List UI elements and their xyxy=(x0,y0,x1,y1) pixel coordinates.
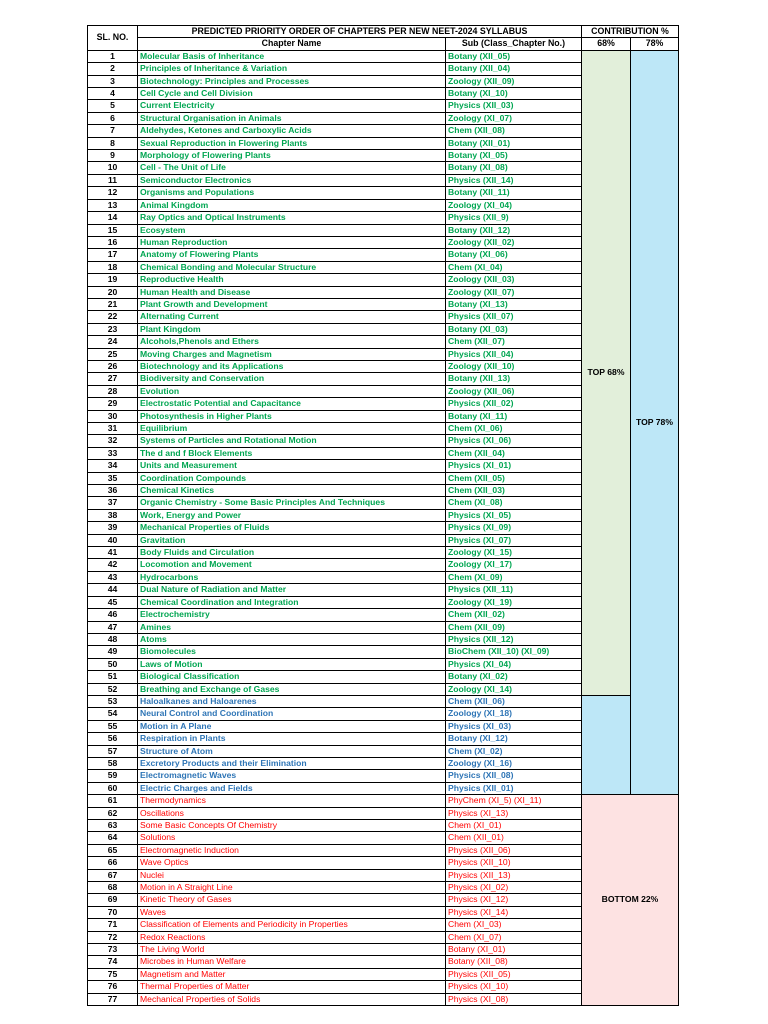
sl-no-cell: 26 xyxy=(88,360,138,372)
subject-cell: Zoology (XI_17) xyxy=(446,559,582,571)
chapter-name-cell: Amines xyxy=(138,621,446,633)
between-68-78-block xyxy=(582,695,631,794)
subject-cell: Physics (XII_07) xyxy=(446,311,582,323)
subject-cell: Zoology (XI_14) xyxy=(446,683,582,695)
chapter-name-cell: Classification of Elements and Periodicity in Properties xyxy=(138,919,446,931)
chapter-name-cell: Microbes in Human Welfare xyxy=(138,956,446,968)
sl-no-cell: 19 xyxy=(88,274,138,286)
subject-cell: Physics (XI_05) xyxy=(446,509,582,521)
chapter-name-cell: Magnetism and Matter xyxy=(138,968,446,980)
sl-no-cell: 61 xyxy=(88,795,138,807)
sl-no-cell: 37 xyxy=(88,497,138,509)
table-row xyxy=(88,695,679,707)
subject-cell: Botany (XI_01) xyxy=(446,944,582,956)
top-68-block: TOP 68% xyxy=(582,50,631,695)
sl-no-cell: 34 xyxy=(88,460,138,472)
sl-no-cell: 1 xyxy=(88,50,138,62)
subject-cell: Botany (XI_02) xyxy=(446,671,582,683)
sl-no-cell: 48 xyxy=(88,633,138,645)
sl-no-cell: 32 xyxy=(88,435,138,447)
chapter-name-cell: Respiration in Plants xyxy=(138,733,446,745)
subject-cell: Botany (XI_10) xyxy=(446,88,582,100)
sl-no-cell: 36 xyxy=(88,485,138,497)
subject-cell: Zoology (XII_02) xyxy=(446,236,582,248)
subject-cell: Botany (XI_03) xyxy=(446,323,582,335)
sl-no-cell: 4 xyxy=(88,88,138,100)
sl-no-cell: 35 xyxy=(88,472,138,484)
chapter-name-cell: Neural Control and Coordination xyxy=(138,708,446,720)
chapter-name-cell: The d and f Block Elements xyxy=(138,447,446,459)
chapter-name-cell: Structure of Atom xyxy=(138,745,446,757)
sl-no-cell: 71 xyxy=(88,919,138,931)
subject-cell: Chem (XII_02) xyxy=(446,609,582,621)
chapter-name-cell: Chemical Coordination and Integration xyxy=(138,596,446,608)
subject-cell: Chem (XII_07) xyxy=(446,336,582,348)
chapter-name-cell: Organic Chemistry - Some Basic Principles And Techniques xyxy=(138,497,446,509)
chapter-name-cell: Biodiversity and Conservation xyxy=(138,373,446,385)
chapter-name-cell: Moving Charges and Magnetism xyxy=(138,348,446,360)
pct-78-header: 78% xyxy=(631,38,679,50)
subject-cell: Physics (XII_10) xyxy=(446,857,582,869)
sl-no-cell: 14 xyxy=(88,212,138,224)
sl-no-cell: 65 xyxy=(88,844,138,856)
chapter-name-cell: Molecular Basis of Inheritance xyxy=(138,50,446,62)
chapter-name-cell: Atoms xyxy=(138,633,446,645)
chapter-name-cell: Biomolecules xyxy=(138,646,446,658)
chapter-name-cell: Equilibrium xyxy=(138,423,446,435)
subject-cell: Chem (XII_05) xyxy=(446,472,582,484)
chapter-name-header: Chapter Name xyxy=(138,38,446,50)
sl-no-cell: 76 xyxy=(88,981,138,993)
sl-no-cell: 63 xyxy=(88,820,138,832)
sl-no-cell: 17 xyxy=(88,249,138,261)
sl-no-cell: 31 xyxy=(88,423,138,435)
sl-no-cell: 67 xyxy=(88,869,138,881)
subject-cell: Botany (XI_11) xyxy=(446,410,582,422)
sl-no-cell: 42 xyxy=(88,559,138,571)
chapter-name-cell: Motion in A Straight Line xyxy=(138,882,446,894)
sl-no-cell: 57 xyxy=(88,745,138,757)
sl-no-cell: 27 xyxy=(88,373,138,385)
subject-cell: Physics (XII_14) xyxy=(446,174,582,186)
sl-no-cell: 73 xyxy=(88,944,138,956)
chapter-name-cell: Ray Optics and Optical Instruments xyxy=(138,212,446,224)
subject-cell: Zoology (XI_15) xyxy=(446,547,582,559)
sl-no-cell: 16 xyxy=(88,236,138,248)
subject-cell: Zoology (XII_09) xyxy=(446,75,582,87)
chapter-name-cell: Plant Growth and Development xyxy=(138,298,446,310)
subject-cell: Chem (XII_04) xyxy=(446,447,582,459)
sl-no-cell: 62 xyxy=(88,807,138,819)
sl-no-cell: 54 xyxy=(88,708,138,720)
subject-cell: Botany (XI_12) xyxy=(446,733,582,745)
subject-cell: Chem (XI_06) xyxy=(446,423,582,435)
chapter-name-cell: Excretory Products and their Elimination xyxy=(138,757,446,769)
table-title: PREDICTED PRIORITY ORDER OF CHAPTERS PER NEW NEET-2024 SYLLABUS xyxy=(138,26,582,38)
subject-cell: Physics (XI_09) xyxy=(446,522,582,534)
chapter-name-cell: Human Reproduction xyxy=(138,236,446,248)
chapter-name-cell: Current Electricity xyxy=(138,100,446,112)
chapter-name-cell: Alternating Current xyxy=(138,311,446,323)
sl-no-cell: 45 xyxy=(88,596,138,608)
sl-no-cell: 60 xyxy=(88,782,138,794)
sl-no-cell: 47 xyxy=(88,621,138,633)
sl-no-cell: 55 xyxy=(88,720,138,732)
chapter-name-cell: Waves xyxy=(138,906,446,918)
chapter-name-cell: Hydrocarbons xyxy=(138,571,446,583)
chapter-name-cell: Human Health and Disease xyxy=(138,286,446,298)
sl-no-cell: 41 xyxy=(88,547,138,559)
chapter-name-cell: Oscillations xyxy=(138,807,446,819)
chapter-name-cell: Electromagnetic Induction xyxy=(138,844,446,856)
subject-cell: Zoology (XI_07) xyxy=(446,112,582,124)
chapter-name-cell: Principles of Inheritance & Variation xyxy=(138,63,446,75)
subject-cell: Chem (XI_07) xyxy=(446,931,582,943)
subject-cell: Chem (XI_03) xyxy=(446,919,582,931)
sl-no-cell: 68 xyxy=(88,882,138,894)
subject-header: Sub (Class_Chapter No.) xyxy=(446,38,582,50)
subject-cell: Botany (XII_04) xyxy=(446,63,582,75)
sl-no-cell: 5 xyxy=(88,100,138,112)
chapter-name-cell: Organisms and Populations xyxy=(138,187,446,199)
subject-cell: Chem (XI_08) xyxy=(446,497,582,509)
chapter-name-cell: Thermodynamics xyxy=(138,795,446,807)
sl-no-cell: 29 xyxy=(88,398,138,410)
sl-no-cell: 2 xyxy=(88,63,138,75)
subject-cell: Botany (XI_05) xyxy=(446,150,582,162)
top-78-block: TOP 78% xyxy=(631,50,679,794)
subject-cell: Zoology (XI_04) xyxy=(446,199,582,211)
sl-no-cell: 15 xyxy=(88,224,138,236)
sl-no-cell: 50 xyxy=(88,658,138,670)
chapter-name-cell: Motion in A Plane xyxy=(138,720,446,732)
sl-no-cell: 38 xyxy=(88,509,138,521)
subject-cell: Botany (XI_08) xyxy=(446,162,582,174)
chapter-priority-table xyxy=(87,25,679,1006)
subject-cell: Physics (XI_06) xyxy=(446,435,582,447)
chapter-name-cell: Chemical Kinetics xyxy=(138,485,446,497)
subject-cell: Zoology (XI_16) xyxy=(446,757,582,769)
subject-cell: Physics (XII_06) xyxy=(446,844,582,856)
subject-cell: Physics (XII_12) xyxy=(446,633,582,645)
sl-no-cell: 9 xyxy=(88,150,138,162)
chapter-name-cell: Work, Energy and Power xyxy=(138,509,446,521)
sl-no-cell: 75 xyxy=(88,968,138,980)
chapter-name-cell: Systems of Particles and Rotational Motion xyxy=(138,435,446,447)
subject-cell: Physics (XII_11) xyxy=(446,584,582,596)
sl-no-cell: 7 xyxy=(88,125,138,137)
subject-cell: Botany (XI_06) xyxy=(446,249,582,261)
subject-cell: Physics (XII_02) xyxy=(446,398,582,410)
chapter-name-cell: Gravitation xyxy=(138,534,446,546)
subject-cell: Botany (XII_11) xyxy=(446,187,582,199)
subject-cell: Physics (XI_08) xyxy=(446,993,582,1005)
sl-no-cell: 43 xyxy=(88,571,138,583)
subject-cell: Physics (XI_04) xyxy=(446,658,582,670)
sl-no-cell: 69 xyxy=(88,894,138,906)
chapter-name-cell: Reproductive Health xyxy=(138,274,446,286)
chapter-name-cell: Thermal Properties of Matter xyxy=(138,981,446,993)
subject-cell: PhyChem (XI_5) (XI_11) xyxy=(446,795,582,807)
sl-no-cell: 59 xyxy=(88,770,138,782)
chapter-name-cell: Aldehydes, Ketones and Carboxylic Acids xyxy=(138,125,446,137)
chapter-name-cell: Redox Reactions xyxy=(138,931,446,943)
header-row-1 xyxy=(88,26,679,38)
chapter-name-cell: Animal Kingdom xyxy=(138,199,446,211)
chapter-name-cell: Evolution xyxy=(138,385,446,397)
chapter-name-cell: Cell - The Unit of Life xyxy=(138,162,446,174)
sl-no-cell: 10 xyxy=(88,162,138,174)
chapter-name-cell: Body Fluids and Circulation xyxy=(138,547,446,559)
chapter-name-cell: Solutions xyxy=(138,832,446,844)
chapter-name-cell: Biological Classification xyxy=(138,671,446,683)
subject-cell: Botany (XII_05) xyxy=(446,50,582,62)
subject-cell: Chem (XI_02) xyxy=(446,745,582,757)
chapter-name-cell: Photosynthesis in Higher Plants xyxy=(138,410,446,422)
chapter-name-cell: Locomotion and Movement xyxy=(138,559,446,571)
subject-cell: Chem (XI_01) xyxy=(446,820,582,832)
subject-cell: Physics (XII_05) xyxy=(446,968,582,980)
chapter-name-cell: Ecosystem xyxy=(138,224,446,236)
chapter-name-cell: Kinetic Theory of Gases xyxy=(138,894,446,906)
sl-no-cell: 53 xyxy=(88,695,138,707)
chapter-name-cell: Sexual Reproduction in Flowering Plants xyxy=(138,137,446,149)
chapter-name-cell: Morphology of Flowering Plants xyxy=(138,150,446,162)
sl-no-cell: 58 xyxy=(88,757,138,769)
chapter-name-cell: The Living World xyxy=(138,944,446,956)
chapter-name-cell: Mechanical Properties of Solids xyxy=(138,993,446,1005)
sl-no-cell: 13 xyxy=(88,199,138,211)
sl-no-cell: 77 xyxy=(88,993,138,1005)
chapter-name-cell: Wave Optics xyxy=(138,857,446,869)
subject-cell: Physics (XI_07) xyxy=(446,534,582,546)
subject-cell: Chem (XI_09) xyxy=(446,571,582,583)
sl-no-cell: 22 xyxy=(88,311,138,323)
subject-cell: Zoology (XI_18) xyxy=(446,708,582,720)
chapter-name-cell: Some Basic Concepts Of Chemistry xyxy=(138,820,446,832)
sl-no-cell: 8 xyxy=(88,137,138,149)
chapter-name-cell: Haloalkanes and Haloarenes xyxy=(138,695,446,707)
sl-no-cell: 39 xyxy=(88,522,138,534)
subject-cell: Chem (XI_04) xyxy=(446,261,582,273)
subject-cell: Botany (XII_08) xyxy=(446,956,582,968)
bottom-22-block: BOTTOM 22% xyxy=(582,795,679,1006)
chapter-name-cell: Electrostatic Potential and Capacitance xyxy=(138,398,446,410)
pct-68-header: 68% xyxy=(582,38,631,50)
subject-cell: Physics (XI_10) xyxy=(446,981,582,993)
subject-cell: Physics (XII_03) xyxy=(446,100,582,112)
subject-cell: Physics (XI_12) xyxy=(446,894,582,906)
chapter-name-cell: Electrochemistry xyxy=(138,609,446,621)
chapter-name-cell: Plant Kingdom xyxy=(138,323,446,335)
sl-no-cell: 18 xyxy=(88,261,138,273)
sl-no-cell: 24 xyxy=(88,336,138,348)
subject-cell: Zoology (XII_06) xyxy=(446,385,582,397)
chapter-name-cell: Anatomy of Flowering Plants xyxy=(138,249,446,261)
sl-no-cell: 51 xyxy=(88,671,138,683)
sl-no-cell: 44 xyxy=(88,584,138,596)
subject-cell: Zoology (XII_07) xyxy=(446,286,582,298)
subject-cell: Physics (XI_13) xyxy=(446,807,582,819)
sl-no-cell: 72 xyxy=(88,931,138,943)
subject-cell: Chem (XII_03) xyxy=(446,485,582,497)
subject-cell: Chem (XII_08) xyxy=(446,125,582,137)
chapter-name-cell: Coordination Compounds xyxy=(138,472,446,484)
subject-cell: Chem (XII_01) xyxy=(446,832,582,844)
chapter-name-cell: Breathing and Exchange of Gases xyxy=(138,683,446,695)
chapter-name-cell: Electromagnetic Waves xyxy=(138,770,446,782)
subject-cell: Physics (XII_01) xyxy=(446,782,582,794)
chapter-name-cell: Chemical Bonding and Molecular Structure xyxy=(138,261,446,273)
chapter-name-cell: Mechanical Properties of Fluids xyxy=(138,522,446,534)
sl-no-cell: 20 xyxy=(88,286,138,298)
sl-no-cell: 30 xyxy=(88,410,138,422)
sl-no-cell: 66 xyxy=(88,857,138,869)
sl-no-cell: 56 xyxy=(88,733,138,745)
subject-cell: Physics (XI_03) xyxy=(446,720,582,732)
subject-cell: Zoology (XI_19) xyxy=(446,596,582,608)
chapter-name-cell: Biotechnology: Principles and Processes xyxy=(138,75,446,87)
sl-no-cell: 6 xyxy=(88,112,138,124)
sl-no-cell: 25 xyxy=(88,348,138,360)
chapter-name-cell: Dual Nature of Radiation and Matter xyxy=(138,584,446,596)
subject-cell: Zoology (XII_10) xyxy=(446,360,582,372)
sl-no-cell: 21 xyxy=(88,298,138,310)
sl-no-cell: 11 xyxy=(88,174,138,186)
subject-cell: Botany (XI_13) xyxy=(446,298,582,310)
table-row xyxy=(88,50,679,62)
chapter-name-cell: Laws of Motion xyxy=(138,658,446,670)
chapter-name-cell: Biotechnology and its Applications xyxy=(138,360,446,372)
subject-cell: Physics (XI_01) xyxy=(446,460,582,472)
sl-no-cell: 70 xyxy=(88,906,138,918)
sl-no-cell: 33 xyxy=(88,447,138,459)
chapter-name-cell: Units and Measurement xyxy=(138,460,446,472)
header-row-2 xyxy=(88,38,679,50)
subject-cell: Botany (XII_13) xyxy=(446,373,582,385)
table-row xyxy=(88,795,679,807)
subject-cell: BioChem (XII_10) (XI_09) xyxy=(446,646,582,658)
subject-cell: Physics (XII_9) xyxy=(446,212,582,224)
sl-no-cell: 52 xyxy=(88,683,138,695)
subject-cell: Botany (XII_12) xyxy=(446,224,582,236)
subject-cell: Chem (XII_06) xyxy=(446,695,582,707)
sl-no-cell: 49 xyxy=(88,646,138,658)
subject-cell: Physics (XI_02) xyxy=(446,882,582,894)
chapter-name-cell: Structural Organisation in Animals xyxy=(138,112,446,124)
sl-no-cell: 12 xyxy=(88,187,138,199)
subject-cell: Physics (XII_08) xyxy=(446,770,582,782)
subject-cell: Physics (XII_13) xyxy=(446,869,582,881)
sl-no-cell: 23 xyxy=(88,323,138,335)
sl-no-header: SL. NO. xyxy=(88,26,138,51)
chapter-name-cell: Cell Cycle and Cell Division xyxy=(138,88,446,100)
sl-no-cell: 64 xyxy=(88,832,138,844)
subject-cell: Botany (XII_01) xyxy=(446,137,582,149)
sl-no-cell: 3 xyxy=(88,75,138,87)
subject-cell: Zoology (XII_03) xyxy=(446,274,582,286)
sl-no-cell: 46 xyxy=(88,609,138,621)
sl-no-cell: 40 xyxy=(88,534,138,546)
sl-no-cell: 74 xyxy=(88,956,138,968)
subject-cell: Physics (XII_04) xyxy=(446,348,582,360)
chapter-name-cell: Alcohols,Phenols and Ethers xyxy=(138,336,446,348)
subject-cell: Chem (XII_09) xyxy=(446,621,582,633)
chapter-name-cell: Electric Charges and Fields xyxy=(138,782,446,794)
contribution-header: CONTRIBUTION % xyxy=(582,26,679,38)
sl-no-cell: 28 xyxy=(88,385,138,397)
chapter-name-cell: Semiconductor Electronics xyxy=(138,174,446,186)
subject-cell: Physics (XI_14) xyxy=(446,906,582,918)
chapter-name-cell: Nuclei xyxy=(138,869,446,881)
